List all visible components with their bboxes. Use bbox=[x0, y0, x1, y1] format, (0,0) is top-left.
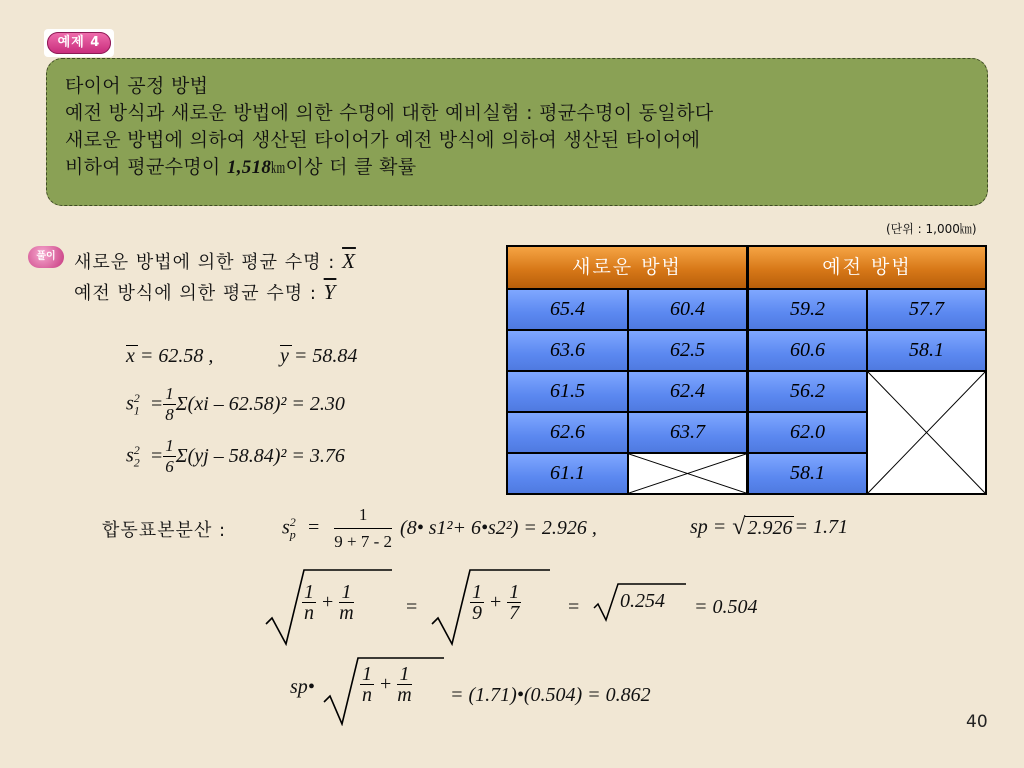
table-cell: 58.1 bbox=[868, 331, 985, 370]
empty-cell-crossed bbox=[629, 454, 746, 493]
table-cell: 62.4 bbox=[629, 372, 746, 411]
s1-fraction bbox=[163, 384, 176, 425]
y-bar-formula bbox=[280, 345, 357, 368]
mean-old-line bbox=[74, 279, 336, 305]
unit-note: (단위 : 1,000㎞) bbox=[886, 222, 977, 236]
plus-sign: + bbox=[490, 591, 502, 613]
root-result: = 0.504 bbox=[694, 596, 758, 618]
table-cell: 62.6 bbox=[508, 413, 627, 452]
root-frac-a bbox=[302, 582, 316, 623]
x-overbar bbox=[126, 345, 138, 346]
root-equals-1: = bbox=[406, 596, 418, 618]
root-expression-2 bbox=[470, 582, 521, 623]
root-frac-d-den: 7 bbox=[509, 602, 520, 624]
final-frac-b-num: 1 bbox=[397, 664, 411, 685]
mean-new-symbol: $\overline{X}$ bbox=[342, 249, 356, 273]
root-frac-d-num: 1 bbox=[509, 581, 520, 603]
sp-result: = 1.71 bbox=[794, 516, 848, 538]
root-frac-c-den: 9 bbox=[472, 602, 482, 624]
cross-mark-icon bbox=[868, 372, 985, 493]
problem-line-4-suffix: 이상 더 클 확률 bbox=[285, 156, 417, 178]
pooled-variance-label: 합동표본분산 : bbox=[102, 520, 227, 541]
sp-formula bbox=[690, 514, 848, 541]
x-bar-value: x = 62.58 , bbox=[126, 345, 214, 367]
root-frac-b bbox=[339, 582, 353, 623]
mean-old-symbol: $\overline{Y}$ bbox=[323, 280, 337, 304]
page-number: 40 bbox=[966, 712, 988, 732]
final-result: = (1.71)•(0.504) = 0.862 bbox=[450, 684, 651, 706]
problem-distance-unit: ㎞ bbox=[271, 161, 286, 177]
mean-new-line bbox=[74, 248, 356, 274]
table-cell: 59.2 bbox=[749, 290, 866, 329]
table-cell: 61.1 bbox=[508, 454, 627, 493]
table-cell: 57.7 bbox=[868, 290, 985, 329]
final-frac-b bbox=[397, 664, 411, 705]
s2-fraction bbox=[163, 436, 176, 477]
final-frac-a bbox=[360, 664, 374, 705]
example-badge bbox=[44, 29, 114, 57]
y-overbar bbox=[280, 345, 292, 346]
problem-line-4-prefix: 비하여 평균수명이 bbox=[65, 156, 227, 178]
s1-variance-formula bbox=[126, 384, 345, 425]
s1-frac-num: 1 bbox=[165, 384, 174, 403]
table-cell: 60.6 bbox=[749, 331, 866, 370]
table-cell: 56.2 bbox=[749, 372, 866, 411]
pooled-fraction bbox=[334, 502, 392, 555]
s2-frac-num: 1 bbox=[165, 436, 174, 455]
problem-line-4 bbox=[65, 154, 969, 183]
sp-label: sp = bbox=[690, 516, 727, 538]
sp-squared-symbol: $s_p^2$ = bbox=[282, 514, 321, 542]
x-bar-formula bbox=[126, 345, 213, 368]
table-cell: 58.1 bbox=[749, 454, 866, 493]
s1-frac-den: 8 bbox=[165, 405, 174, 424]
s1-symbol: $s_1^2$ bbox=[126, 390, 140, 418]
empty-cell-crossed bbox=[868, 372, 985, 493]
table-cell: 63.7 bbox=[629, 413, 746, 452]
y-bar-value: y = 58.84 bbox=[280, 345, 358, 367]
s1-rest: Σ(xi – 62.58)² = 2.30 bbox=[175, 393, 345, 415]
root-frac-a-num: 1 bbox=[304, 581, 314, 603]
pooled-frac-den: 9 + 7 - 2 bbox=[334, 532, 393, 551]
cross-mark-icon bbox=[629, 454, 746, 493]
problem-box bbox=[46, 58, 988, 206]
problem-line-3: 새로운 방법에 의하여 생산된 타이어가 예전 방식에 의하여 생산된 타이어에 bbox=[65, 129, 701, 151]
plus-sign: + bbox=[322, 591, 334, 613]
mean-old-label: 예전 방식에 의한 평균 수명 : bbox=[74, 283, 324, 304]
s2-equals: = bbox=[149, 445, 164, 467]
final-prefix: sp• bbox=[290, 676, 315, 698]
root-frac-a-den: n bbox=[304, 602, 314, 624]
table-cell: 62.0 bbox=[749, 413, 866, 452]
final-root-expression bbox=[360, 664, 412, 705]
table-header-new: 새로운 방법 bbox=[508, 247, 746, 288]
plus-sign: + bbox=[380, 673, 392, 695]
problem-line-1: 타이어 공정 방법 bbox=[65, 75, 209, 97]
sqrt-icon: √ bbox=[732, 514, 746, 540]
mean-new-label: 새로운 방법에 의한 평균 수명 : bbox=[74, 252, 343, 273]
table-cell: 62.5 bbox=[629, 331, 746, 370]
s1-equals: = bbox=[149, 393, 164, 415]
pooled-variance-formula bbox=[282, 502, 597, 555]
problem-line-2: 예전 방식과 새로운 방법에 의한 수명에 대한 예비실험 : 평균수명이 동일하다 bbox=[65, 102, 714, 124]
table-cell: 61.5 bbox=[508, 372, 627, 411]
final-frac-a-num: 1 bbox=[362, 663, 372, 685]
final-frac-a-den: n bbox=[362, 684, 372, 706]
sp-radicand: 2.926 bbox=[747, 516, 793, 539]
pooled-rest: (8• s1²+ 6•s2²) = 2.926 , bbox=[400, 517, 597, 539]
root-radicand: 0.254 bbox=[620, 590, 665, 612]
s2-variance-formula bbox=[126, 436, 345, 477]
pooled-frac-num: 1 bbox=[334, 502, 392, 529]
s2-symbol: $s_2^2$ bbox=[126, 442, 140, 470]
root-frac-c bbox=[470, 582, 484, 623]
final-frac-b-den: m bbox=[397, 684, 412, 706]
solution-badge: 풀이 bbox=[28, 246, 64, 268]
root-equals-2: = bbox=[568, 596, 580, 618]
s2-rest: Σ(yj – 58.84)² = 3.76 bbox=[175, 445, 345, 467]
root-frac-c-num: 1 bbox=[472, 581, 482, 603]
table-header-old: 예전 방법 bbox=[749, 247, 985, 288]
table-cell: 63.6 bbox=[508, 331, 627, 370]
root-expression-1 bbox=[302, 582, 354, 623]
problem-distance-value: 1,518 bbox=[226, 157, 272, 178]
s2-frac-den: 6 bbox=[165, 457, 174, 476]
table-cell: 65.4 bbox=[508, 290, 627, 329]
root-frac-b-den: m bbox=[339, 602, 354, 624]
root-frac-d bbox=[507, 582, 521, 623]
table-cell: 60.4 bbox=[629, 290, 746, 329]
example-badge-label: 예제 4 bbox=[47, 32, 111, 54]
root-frac-b-num: 1 bbox=[339, 582, 353, 603]
data-table bbox=[506, 245, 987, 495]
